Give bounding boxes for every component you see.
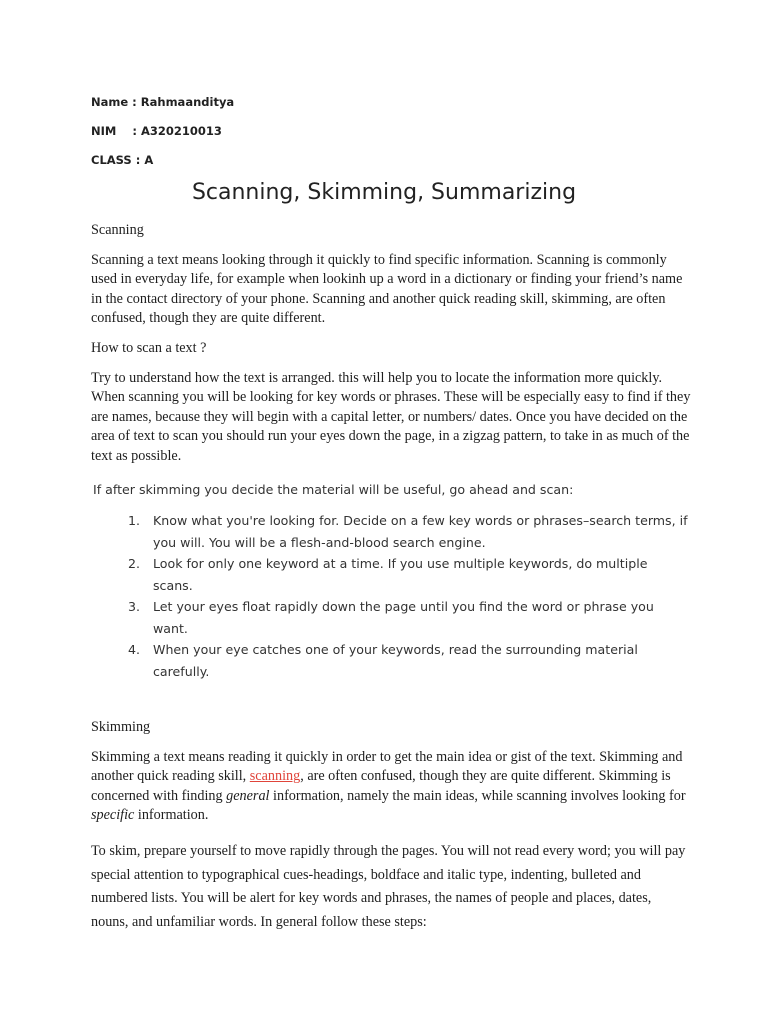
- list-item-text: Look for only one keyword at a time. If you use multiple keywords, do multiple scans.: [153, 556, 648, 593]
- skim-text-3: information, namely the main ideas, while scanning involves looking for: [269, 787, 686, 804]
- scanning-link[interactable]: scanning: [249, 768, 301, 785]
- scan-method-paragraph: Try to understand how the text is arranged. this will help you to locate the information more quickly. When scanning you will be looking for key words or phrases. These will be especially easy to find if they are names, because they will begin with a capital letter, or numbers/ dates. Once you have decided on the area of text to scan you should run your eyes down the page, in a zigzag pattern, to take in as much of the text as possible.: [91, 370, 691, 464]
- list-item: [128, 639, 688, 682]
- scan-steps-list: [128, 510, 688, 682]
- skim-text-4: information.: [134, 807, 209, 824]
- list-item-text: Let your eyes float rapidly down the page until you find the word or phrase you want.: [153, 599, 654, 636]
- emphasis-general: general: [226, 787, 270, 804]
- page-title: Scanning, Skimming, Summarizing: [191, 180, 577, 205]
- list-number: 3.: [128, 599, 141, 614]
- student-nim: NIM : A320210013: [91, 124, 222, 138]
- skim-text-2: , are often confused, though they are quite different. Skimming is concerned with finding: [91, 768, 671, 804]
- scan-intro: If after skimming you decide the material will be useful, go ahead and scan:: [93, 482, 574, 497]
- list-number: 2.: [128, 556, 141, 571]
- list-item: [128, 596, 688, 639]
- skimming-heading: Skimming: [91, 719, 151, 735]
- skimming-paragraph: [91, 748, 691, 826]
- scanning-heading: Scanning: [91, 222, 144, 238]
- student-class: CLASS : A: [91, 153, 154, 167]
- emphasis-specific: specific: [91, 807, 135, 824]
- list-item-text: When your eye catches one of your keywords, read the surrounding material carefully.: [153, 642, 638, 679]
- skimming-steps-paragraph: To skim, prepare yourself to move rapidly through the pages. You will not read every word; you will pay special attention to typographical cues-headings, boldface and italic type, indenting, bulleted and numbered lists. You will be alert for key words and phrases, the names of people and places, dates, nouns, and unfamiliar words. In general follow these steps:: [91, 843, 686, 930]
- scanning-paragraph: Scanning a text means looking through it quickly to find specific information. Scanning is commonly used in everyday life, for example when lookinh up a word in a dictionary or finding your friend’s name in the contact directory of your phone. Scanning and another quick reading skill, skimming, are often confused, though they are quite different.: [91, 252, 683, 327]
- list-item: [128, 553, 688, 596]
- list-item-text: Know what you're looking for. Decide on a few key words or phrases–search terms, if you will. You will be a flesh-and-blood search engine.: [153, 513, 688, 550]
- list-number: 1.: [128, 513, 141, 528]
- how-to-scan-heading: How to scan a text ?: [91, 340, 207, 356]
- list-item: [128, 510, 688, 553]
- list-number: 4.: [128, 642, 141, 657]
- student-name: Name : Rahmaanditya: [91, 95, 235, 109]
- skim-text-1: Skimming a text means reading it quickly in order to get the main idea or gist of the text. Skimming and another quick reading skill,: [91, 749, 683, 785]
